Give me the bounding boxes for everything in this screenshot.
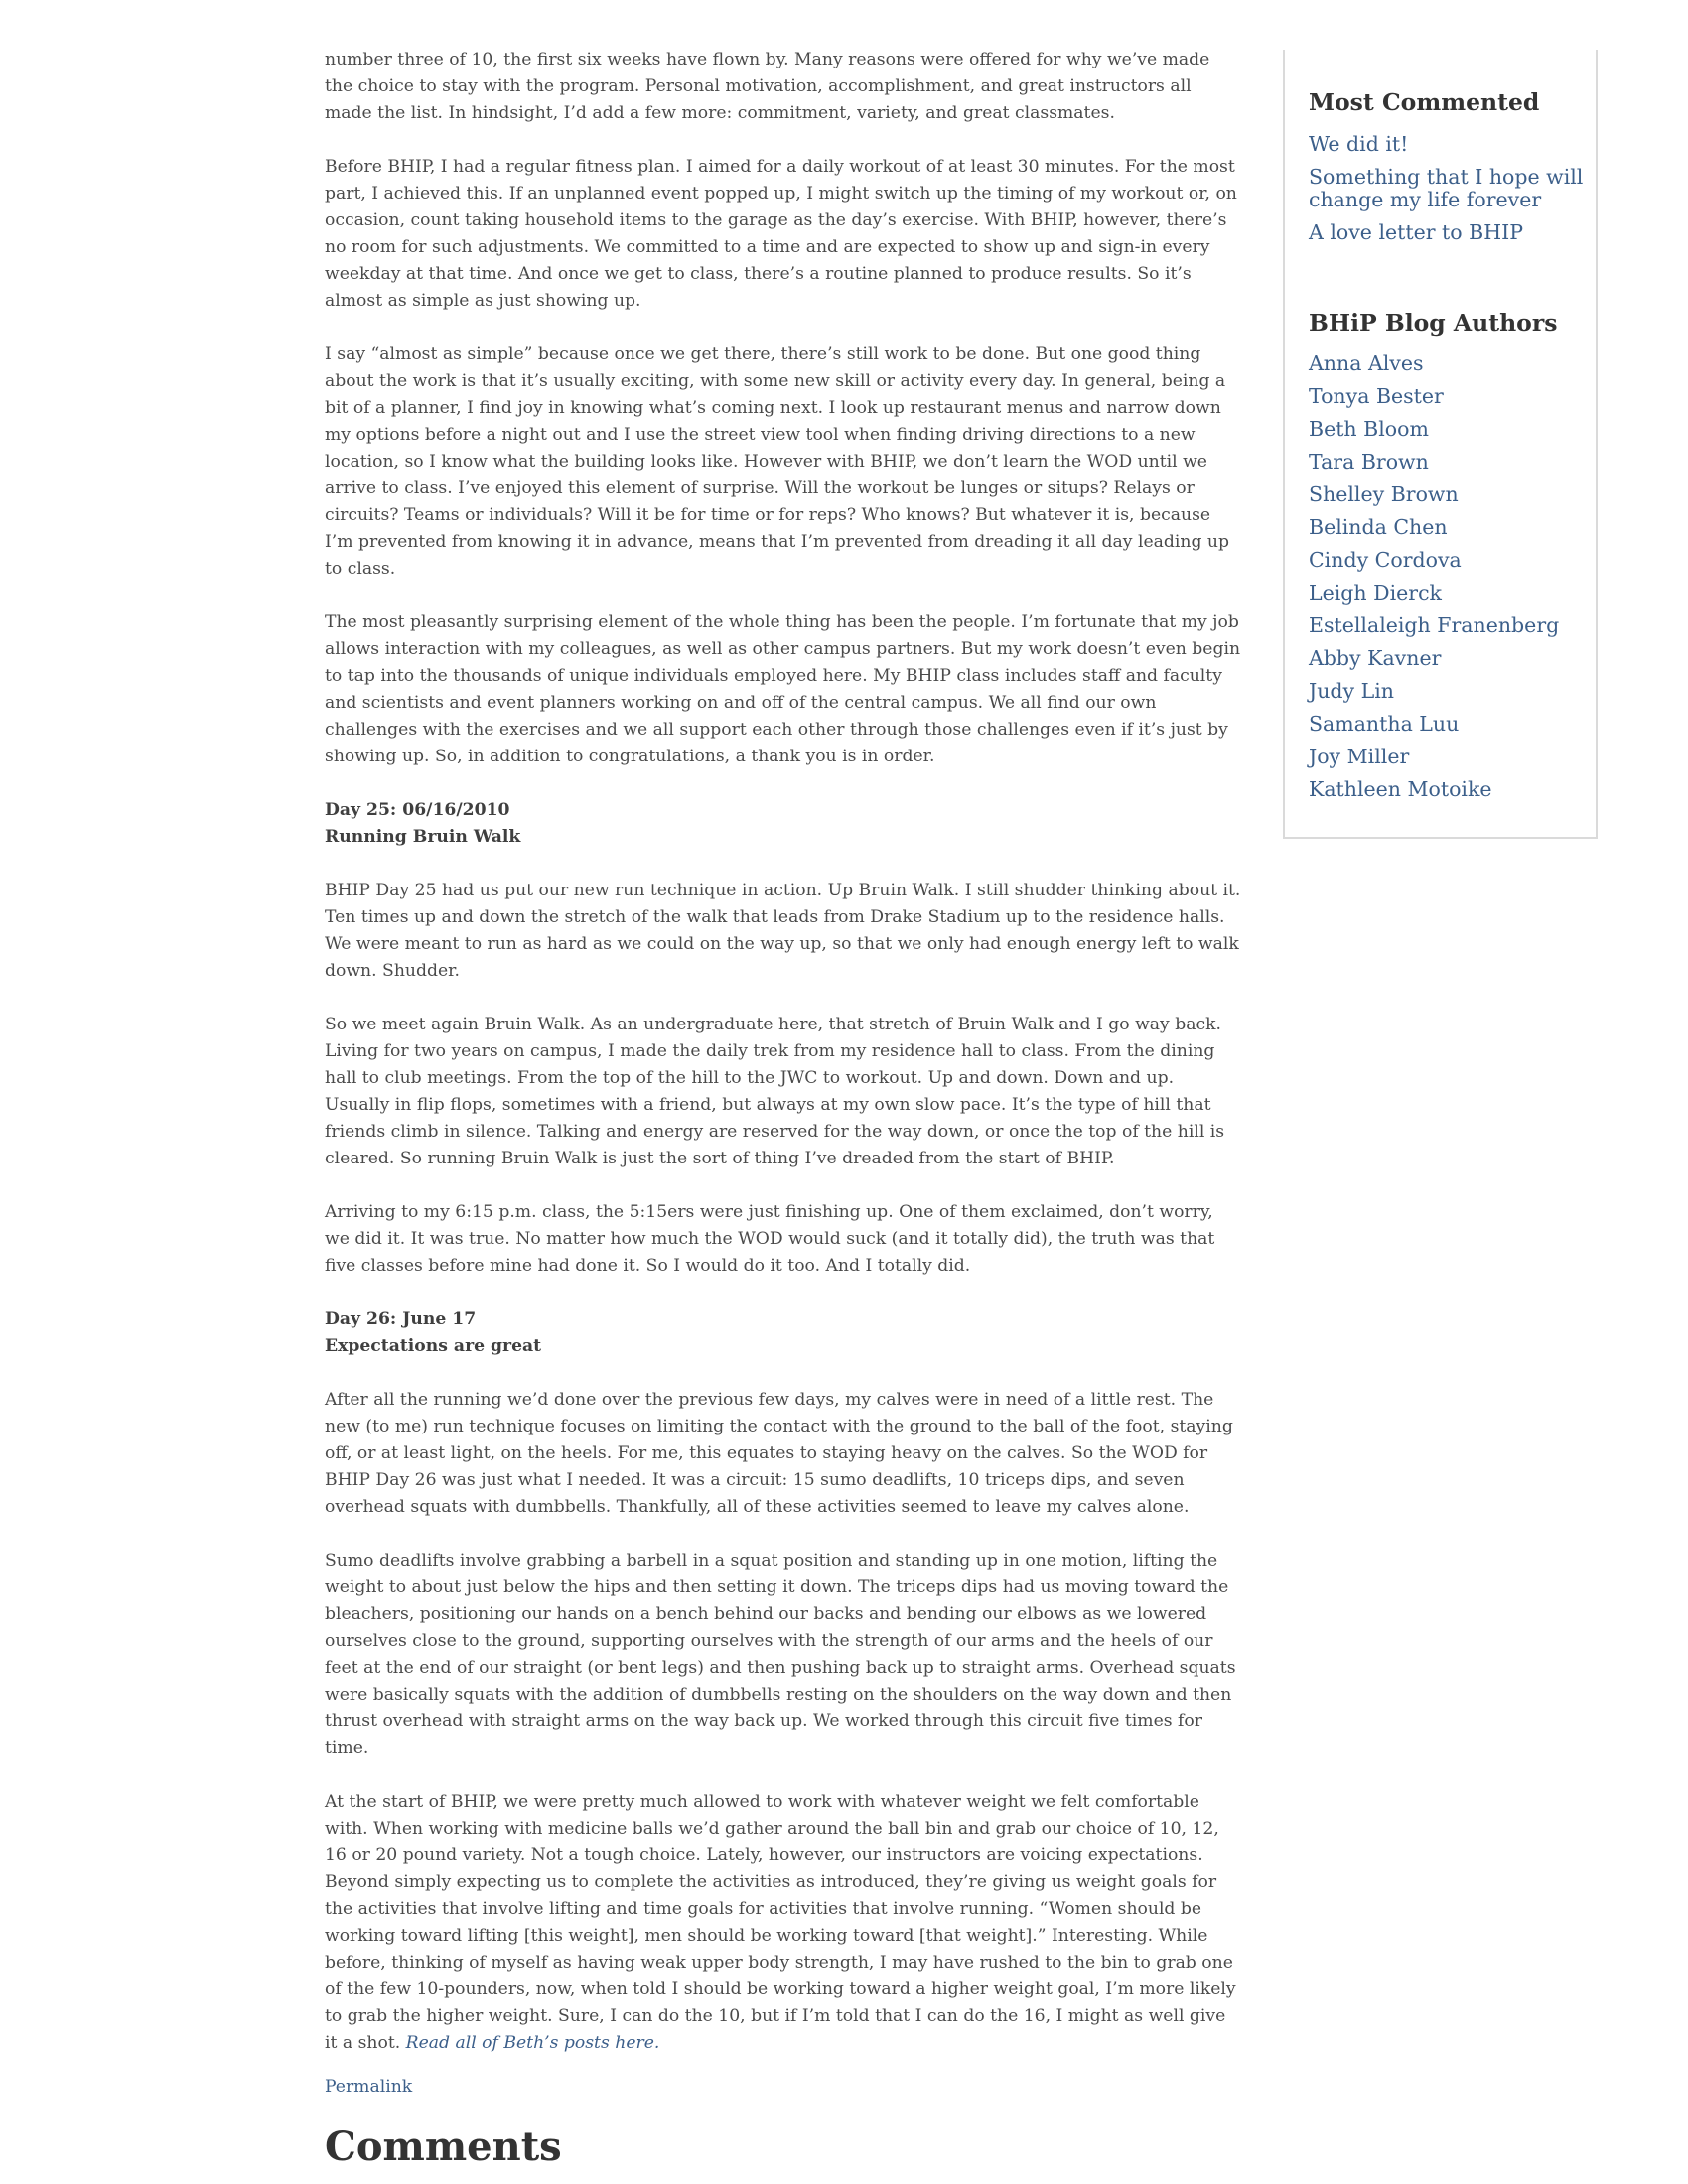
post-paragraph: The most pleasantly surprising element of the whole thing has been the people. I’m fortunate that my job allows interaction with my colleagues, as well as other campus partners. But my work doesn’t even begin to tap into the thousands of unique individuals employed here. My BHIP class includes staff and faculty and scientists and event planners working on and off of the central campus. We all find our own challenges with the exercises and we all support each other through those challenges even if it’s just by showing up. So, in addition to congratulations, a thank you is in order.: [325, 613, 1241, 766]
author-item: [1309, 549, 1587, 572]
author-link[interactable]: Judy Lin: [1309, 679, 1395, 703]
post-paragraph-text: At the start of BHIP, we were pretty much allowed to work with whatever weight we felt comfortable with. When working with medicine balls we’d gather around the ball bin and grab our choice of 10, 12, 16 or 20 pound variety. Not a tough choice. Lately, however, our instructors are voicing expectations. Beyond simply expecting us to complete the activities as introduced, they’re giving us weight goals for the activities that involve lifting and time goals for activities that involve running. “Women should be working toward lifting [this weight], men should be working toward [that weight].” Interesting. While before, thinking of myself as having weak upper body strength, I may have rushed to the bin to grab one of the few 10-pounders, now, when told I should be working toward a higher weight goal, I’m more likely to grab the higher weight. Sure, I can do the 10, but if I’m told that I can do the 16, I might as well give it a shot.: [325, 1792, 1236, 2053]
post-paragraph: Arriving to my 6:15 p.m. class, the 5:15ers were just finishing up. One of them exclaimed, don’t worry, we did it. It was true. No matter how much the WOD would suck (and it totally did), the truth was that five classes before mine had done it. So I would do it too. And I totally did.: [325, 1202, 1215, 1276]
post-paragraph: I say “almost as simple” because once we get there, there’s still work to be done. But one good thing about the work is that it’s usually exciting, with some new skill or activity every day. In general, being a bit of a planner, I find joy in knowing what’s coming next. I look up restaurant menus and narrow down my options before a night out and I use the street view tool when finding driving directions to a new location, so I know what the building looks like. However with BHIP, we don’t learn the WOD until we arrive to class. I’ve enjoyed this element of surprise. Will the workout be lunges or situps? Relays or circuits? Teams or individuals? Will it be for time or for reps? Who knows? But whatever it is, because I’m prevented from knowing it in advance, means that I’m prevented from dreading it all day leading up to class.: [325, 344, 1229, 579]
author-item: [1309, 516, 1587, 539]
blog-authors-section: [1309, 308, 1587, 811]
author-link[interactable]: Beth Bloom: [1309, 417, 1429, 441]
post-paragraph: Before BHIP, I had a regular fitness plan. I aimed for a daily workout of at least 30 minutes. For the most part, I achieved this. If an unplanned event popped up, I might switch up the timing of my workout or, on occasion, count taking household items to the garage as the day’s exercise. With BHIP, however, there’s no room for such adjustments. We committed to a time and are expected to show up and sign-in every weekday at that time. And once we get to class, there’s a routine planned to produce results. So it’s almost as simple as just showing up.: [325, 157, 1237, 311]
author-link[interactable]: Tara Brown: [1309, 450, 1429, 474]
day-26-title: Expectations are great: [325, 1336, 542, 1356]
most-commented-title: Most Commented: [1309, 88, 1540, 116]
post-paragraph: Sumo deadlifts involve grabbing a barbell in a squat position and standing up in one motion, lifting the weight to about just below the hips and then setting it down. The triceps dips had us moving toward the bleachers, positioning our hands on a bench behind our backs and bending our elbows as we lowered ourselves close to the ground, supporting ourselves with the strength of our arms and the heels of our feet at the end of our straight (or bent legs) and then pushing back up to straight arms. Overhead squats were basically squats with the addition of dumbbells resting on the shoulders on the way down and then thrust overhead with straight arms on the way back up. We worked through this circuit five times for time.: [325, 1551, 1236, 1758]
most-commented-link[interactable]: Something that I hope will change my life forever: [1309, 165, 1584, 211]
most-commented-section: [1309, 87, 1587, 254]
author-link[interactable]: Joy Miller: [1309, 745, 1410, 768]
blog-authors-title: BHiP Blog Authors: [1309, 309, 1558, 337]
day-25-date: Day 25: 06/16/2010: [325, 800, 510, 820]
author-link[interactable]: Samantha Luu: [1309, 712, 1460, 736]
post-paragraph-last: [325, 1789, 1241, 2057]
author-item: [1309, 582, 1587, 605]
sidebar: [1283, 50, 1598, 839]
blog-authors-list: [1309, 352, 1587, 801]
author-link[interactable]: Cindy Cordova: [1309, 548, 1462, 572]
day-26-heading: [325, 1306, 1241, 1360]
most-commented-item: [1309, 221, 1587, 244]
author-item: [1309, 746, 1587, 768]
author-item: [1309, 418, 1587, 441]
comments-heading: Comments: [325, 2123, 562, 2170]
post-paragraph: number three of 10, the first six weeks have flown by. Many reasons were offered for why we’ve made the choice to stay with the program. Personal motivation, accomplishment, and great instructors all made the list. In hindsight, I’d add a few more: commitment, variety, and great classmates.: [325, 50, 1210, 123]
author-link[interactable]: Leigh Dierck: [1309, 581, 1442, 605]
day-25-title: Running Bruin Walk: [325, 827, 521, 847]
day-26-date: Day 26: June 17: [325, 1309, 477, 1329]
post-paragraph: BHIP Day 25 had us put our new run technique in action. Up Bruin Walk. I still shudder thinking about it. Ten times up and down the stretch of the walk that leads from Drake Stadium up to the residence halls. We were meant to run as hard as we could on the way up, so that we only had enough energy left to walk down. Shudder.: [325, 881, 1241, 981]
author-item: [1309, 352, 1587, 375]
author-item: [1309, 647, 1587, 670]
author-item: [1309, 385, 1587, 408]
most-commented-item: [1309, 166, 1587, 211]
author-item: [1309, 713, 1587, 736]
author-item: [1309, 451, 1587, 474]
most-commented-item: [1309, 133, 1587, 156]
most-commented-link[interactable]: A love letter to BHIP: [1309, 220, 1523, 244]
post-paragraph: So we meet again Bruin Walk. As an undergraduate here, that stretch of Bruin Walk and I go way back. Living for two years on campus, I made the daily trek from my residence hall to class. From the dining hall to club meetings. From the top of the hill to the JWC to workout. Up and down. Down and up. Usually in flip flops, sometimes with a friend, but always at my own slow pace. It’s the type of hill that friends climb in silence. Talking and energy are reserved for the way down, or once the top of the hill is cleared. So running Bruin Walk is just the sort of thing I’ve dreaded from the start of BHIP.: [325, 1015, 1225, 1168]
author-link[interactable]: Abby Kavner: [1309, 646, 1442, 670]
most-commented-list: [1309, 133, 1587, 244]
most-commented-link[interactable]: We did it!: [1309, 132, 1409, 156]
author-item: [1309, 483, 1587, 506]
permalink-link[interactable]: Permalink: [325, 2077, 413, 2097]
author-item: [1309, 778, 1587, 801]
author-item: [1309, 614, 1587, 637]
author-link[interactable]: Anna Alves: [1309, 351, 1424, 375]
author-link[interactable]: Shelley Brown: [1309, 482, 1459, 506]
author-item: [1309, 680, 1587, 703]
read-all-posts-link[interactable]: Read all of Beth’s posts here.: [405, 2033, 660, 2053]
author-link[interactable]: Kathleen Motoike: [1309, 777, 1492, 801]
author-link[interactable]: Tonya Bester: [1309, 384, 1444, 408]
author-link[interactable]: Belinda Chen: [1309, 515, 1448, 539]
day-25-heading: [325, 797, 1241, 851]
post-paragraph: After all the running we’d done over the previous few days, my calves were in need of a little rest. The new (to me) run technique focuses on limiting the contact with the ground to the ball of the foot, staying off, or at least light, on the heels. For me, this equates to staying heavy on the calves. So the WOD for BHIP Day 26 was just what I needed. It was a circuit: 15 sumo deadlifts, 10 triceps dips, and seven overhead squats with dumbbells. Thankfully, all of these activities seemed to leave my calves alone.: [325, 1390, 1233, 1517]
author-link[interactable]: Estellaleigh Franenberg: [1309, 614, 1560, 637]
blog-post-content: [325, 47, 1241, 2171]
